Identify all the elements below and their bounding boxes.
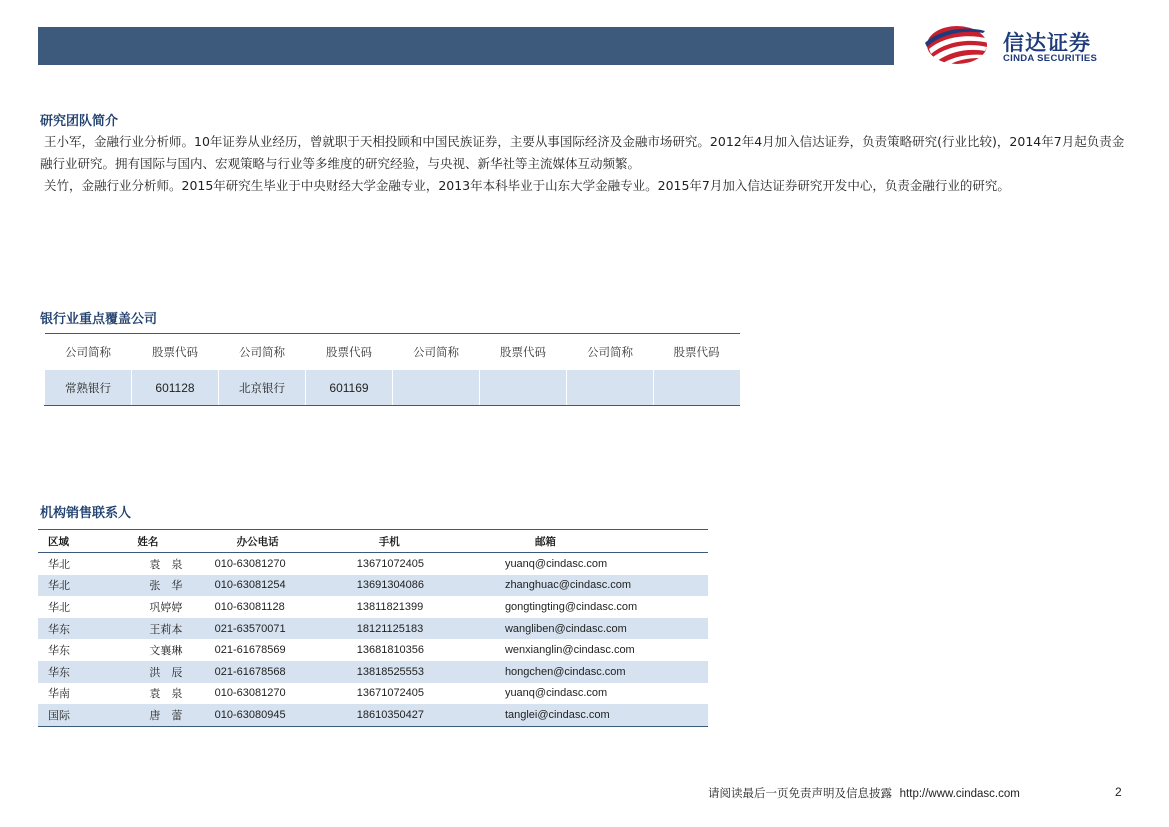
contact-name: 王莉本 bbox=[127, 618, 214, 640]
stock-code-cell: 601128 bbox=[132, 370, 219, 406]
contacts-section-title: 机构销售联系人 bbox=[40, 506, 132, 521]
contact-region: 华南 bbox=[48, 687, 70, 701]
coverage-header-cell: 股票代码 bbox=[132, 334, 219, 371]
contact-row bbox=[38, 639, 708, 661]
contact-row bbox=[38, 661, 708, 683]
contact-email[interactable]: hongchen@cindasc.com bbox=[505, 661, 708, 683]
contact-mobile: 18610350427 bbox=[357, 704, 505, 726]
header-office-phone: 办公电话 bbox=[215, 530, 357, 553]
logo-english-text: CINDA SECURITIES bbox=[1003, 53, 1098, 64]
contact-name: 巩婷婷 bbox=[149, 600, 183, 614]
company-name-cell bbox=[567, 370, 654, 406]
contact-region: 华北 bbox=[48, 557, 70, 571]
coverage-header-cell: 股票代码 bbox=[480, 334, 567, 371]
footer bbox=[708, 785, 1020, 801]
contact-office-phone: 021-63570071 bbox=[215, 618, 357, 640]
contact-row bbox=[38, 618, 708, 640]
coverage-row bbox=[45, 370, 740, 406]
contact-email[interactable]: tanglei@cindasc.com bbox=[505, 704, 708, 726]
contact-office-phone: 010-63080945 bbox=[215, 704, 357, 726]
company-name-cell: 北京银行 bbox=[219, 370, 306, 406]
header-region: 区域 bbox=[38, 530, 127, 553]
bio-paragraph: 王小军，金融行业分析师。10年证券从业经历，曾就职于天相投顾和中国民族证券，主要从事国际经济及金融市场研究。2012年4月加入信达证券，负责策略研究(行业比较)，2014年7月起负责金融行业研究。拥有国际与国内、宏观策略与行业等多维度的研究经验，与央视、新华社等主流媒体互动频繁。 bbox=[40, 134, 1125, 171]
contact-mobile: 13691304086 bbox=[357, 575, 505, 597]
contact-email[interactable]: wangliben@cindasc.com bbox=[505, 618, 708, 640]
contact-name: 张 华 bbox=[127, 575, 214, 597]
footer-disclaimer: 请阅读最后一页免责声明及信息披露 bbox=[708, 786, 892, 800]
contact-email[interactable]: gongtingting@cindasc.com bbox=[504, 600, 638, 613]
coverage-header-cell: 公司简称 bbox=[219, 334, 306, 371]
contacts-table bbox=[38, 529, 708, 727]
coverage-header-cell: 公司简称 bbox=[567, 334, 654, 371]
contact-mobile: 13671072405 bbox=[356, 687, 425, 700]
coverage-header-row bbox=[45, 334, 740, 371]
bio-paragraph: 关竹，金融行业分析师。2015年研究生毕业于中央财经大学金融专业，2013年本科毕业于山东大学金融专业。2015年7月加入信达证券研究开发中心，负责金融行业的研究。 bbox=[44, 178, 1010, 193]
cinda-logo-icon bbox=[923, 23, 995, 67]
contact-office-phone: 021-61678569 bbox=[214, 644, 286, 657]
contact-name: 唐 蕾 bbox=[127, 704, 214, 726]
contact-row bbox=[38, 553, 708, 575]
contact-region: 华北 bbox=[48, 600, 70, 614]
contact-office-phone: 010-63081254 bbox=[215, 575, 357, 597]
contact-office-phone: 021-61678568 bbox=[215, 661, 357, 683]
contact-office-phone: 010-63081270 bbox=[214, 557, 286, 570]
team-section-title: 研究团队简介 bbox=[40, 114, 119, 129]
stock-code-cell bbox=[480, 370, 567, 406]
company-name-cell: 常熟银行 bbox=[45, 370, 132, 406]
contact-name: 袁 泉 bbox=[149, 557, 183, 571]
header-email: 邮箱 bbox=[505, 530, 708, 553]
contact-office-phone: 010-63081128 bbox=[214, 600, 285, 613]
contact-mobile: 13681810356 bbox=[356, 644, 425, 657]
contact-email[interactable]: zhanghuac@cindasc.com bbox=[505, 575, 708, 597]
coverage-header-cell: 公司简称 bbox=[45, 334, 132, 371]
company-name-cell bbox=[393, 370, 480, 406]
contact-email[interactable]: wenxianglin@cindasc.com bbox=[504, 644, 635, 657]
contact-row bbox=[38, 575, 708, 597]
coverage-section-title: 银行业重点覆盖公司 bbox=[40, 312, 158, 327]
contact-email[interactable]: yuanq@cindasc.com bbox=[504, 687, 608, 700]
contact-region: 华东 bbox=[38, 618, 127, 640]
header-mobile: 手机 bbox=[357, 530, 505, 553]
team-bio bbox=[40, 131, 1126, 197]
contact-region: 国际 bbox=[38, 704, 127, 726]
contact-row bbox=[38, 683, 708, 705]
contact-row bbox=[38, 704, 708, 726]
page-number: 2 bbox=[1115, 785, 1122, 799]
logo-chinese-text: 信达证券 bbox=[1003, 31, 1091, 55]
contact-name: 袁 泉 bbox=[149, 687, 183, 701]
coverage-header-cell: 股票代码 bbox=[306, 334, 393, 371]
contact-row bbox=[38, 596, 708, 618]
contact-mobile: 13818525553 bbox=[357, 661, 505, 683]
company-logo bbox=[923, 23, 1123, 67]
footer-url-link[interactable]: http://www.cindasc.com bbox=[899, 788, 1020, 800]
contact-mobile: 13671072405 bbox=[356, 557, 425, 570]
contact-mobile: 13811821399 bbox=[356, 600, 424, 613]
contact-region: 华东 bbox=[38, 661, 127, 683]
header-bar bbox=[38, 27, 894, 65]
contact-name: 文襄琳 bbox=[149, 644, 183, 658]
contact-region: 华北 bbox=[38, 575, 127, 597]
contact-name: 洪 辰 bbox=[127, 661, 214, 683]
coverage-header-cell: 公司简称 bbox=[393, 334, 480, 371]
contact-office-phone: 010-63081270 bbox=[214, 687, 286, 700]
coverage-header-cell: 股票代码 bbox=[654, 334, 740, 371]
contacts-header-row bbox=[38, 530, 708, 553]
coverage-table bbox=[44, 333, 740, 406]
stock-code-cell bbox=[654, 370, 740, 406]
header-name: 姓名 bbox=[127, 530, 214, 553]
stock-code-cell: 601169 bbox=[306, 370, 393, 406]
contact-mobile: 18121125183 bbox=[357, 618, 505, 640]
contact-email[interactable]: yuanq@cindasc.com bbox=[504, 557, 608, 570]
contact-region: 华东 bbox=[48, 644, 70, 658]
